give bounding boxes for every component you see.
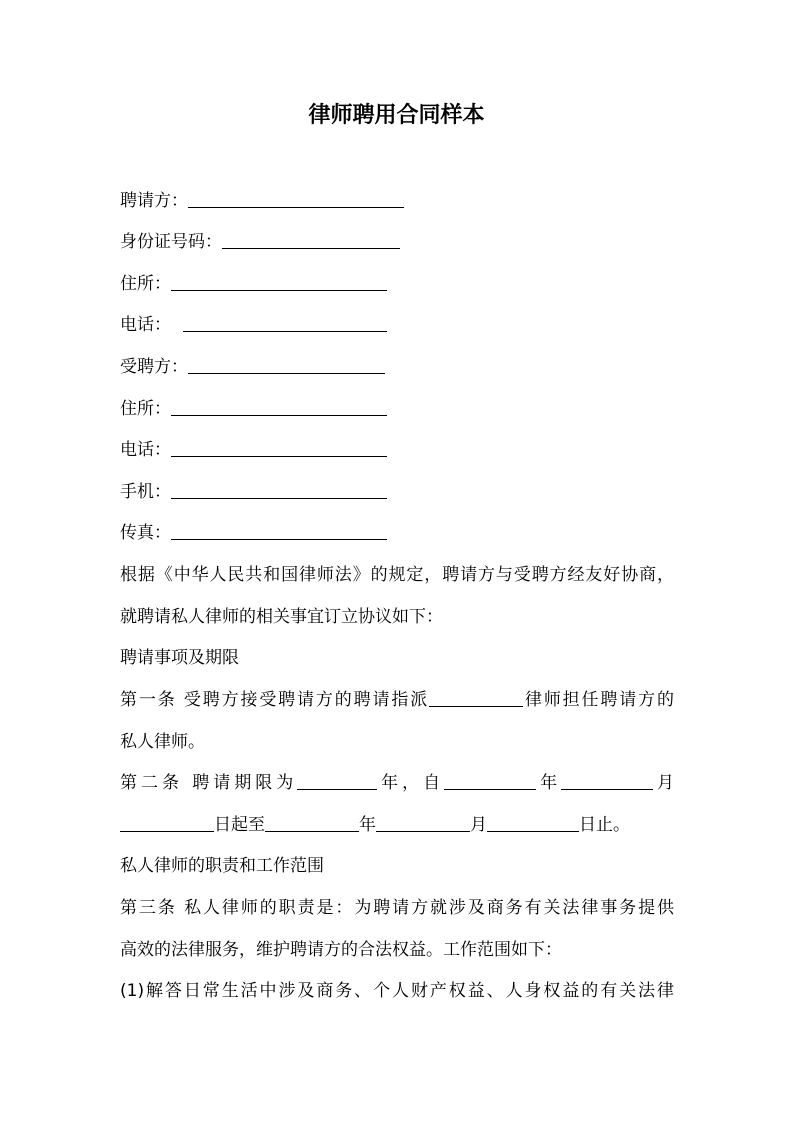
employer-field: [120, 188, 404, 214]
article-2-day-2: 日止。: [579, 815, 630, 835]
end-year-blank[interactable]: [265, 812, 359, 832]
employee-field: [120, 354, 385, 380]
start-year-blank[interactable]: [444, 770, 536, 790]
article-2-line-1: [120, 770, 674, 796]
start-month-blank[interactable]: [561, 770, 653, 790]
article-3-line-1: 第三条 私人律师的职责是：为聘请方就涉及商务有关法律事务提供: [120, 898, 674, 918]
end-month-blank[interactable]: [376, 812, 470, 832]
employer-phone-blank[interactable]: [183, 312, 387, 332]
mobile-label: 手机：: [120, 482, 171, 502]
employee-phone-label: 电话：: [120, 440, 171, 460]
term-years-blank[interactable]: [297, 770, 377, 790]
employee-address-label: 住所：: [120, 399, 171, 419]
article-2-prefix: 第二条 聘请期限为: [120, 773, 298, 793]
item-1-line: (1)解答日常生活中涉及商务、个人财产权益、人身权益的有关法律: [120, 981, 674, 1001]
section-heading-terms: 聘请事项及期限: [120, 648, 239, 668]
employer-label: 聘请方：: [120, 191, 188, 211]
intro-line-1: 根据《中华人民共和国律师法》的规定，聘请方与受聘方经友好协商，: [120, 565, 674, 585]
end-day-blank[interactable]: [487, 812, 579, 832]
article-2-line-2: [120, 812, 630, 838]
employer-phone-field: [120, 312, 387, 338]
article-2-year-1: 年，自: [377, 773, 445, 793]
employer-blank[interactable]: [188, 188, 404, 208]
fax-label: 传真：: [120, 523, 171, 543]
document-title: 律师聘用合同样本: [308, 103, 485, 128]
fax-field: [120, 520, 387, 546]
employer-phone-label: 电话：: [120, 315, 171, 335]
intro-line-2: 就聘请私人律师的相关事宜订立协议如下：: [120, 607, 443, 627]
article-3-line-2: 高效的法律服务，维护聘请方的合法权益。工作范围如下：: [120, 940, 562, 960]
employee-blank[interactable]: [188, 354, 385, 374]
id-number-field: [120, 229, 400, 255]
employee-label: 受聘方：: [120, 357, 188, 377]
article-1-line-2: 私人律师。: [120, 732, 205, 752]
section-heading-duties: 私人律师的职责和工作范围: [120, 856, 324, 876]
mobile-field: [120, 479, 387, 505]
id-number-label: 身份证号码：: [120, 232, 222, 252]
employee-address-blank[interactable]: [171, 396, 387, 416]
id-number-blank[interactable]: [222, 229, 400, 249]
article-2-day-1: 日起至: [214, 815, 265, 835]
article-2-month-1: 月: [653, 773, 675, 793]
employee-address-field: [120, 396, 387, 422]
employee-phone-blank[interactable]: [171, 437, 387, 457]
article-1-end: 律师担任聘请方的: [523, 690, 675, 710]
employer-address-field: [120, 271, 387, 297]
fax-blank[interactable]: [171, 520, 387, 540]
article-1-line-1: [120, 687, 674, 713]
employee-phone-field: [120, 437, 387, 463]
article-2-month-2: 月: [470, 815, 487, 835]
employer-address-label: 住所：: [120, 274, 171, 294]
article-1-start: 第一条 受聘方接受聘请方的聘请指派: [120, 690, 430, 710]
article-2-year-2: 年: [536, 773, 562, 793]
lawyer-name-blank[interactable]: [429, 687, 523, 707]
employer-address-blank[interactable]: [171, 271, 387, 291]
article-2-year-3: 年: [359, 815, 376, 835]
start-day-blank[interactable]: [120, 812, 214, 832]
mobile-blank[interactable]: [171, 479, 387, 499]
